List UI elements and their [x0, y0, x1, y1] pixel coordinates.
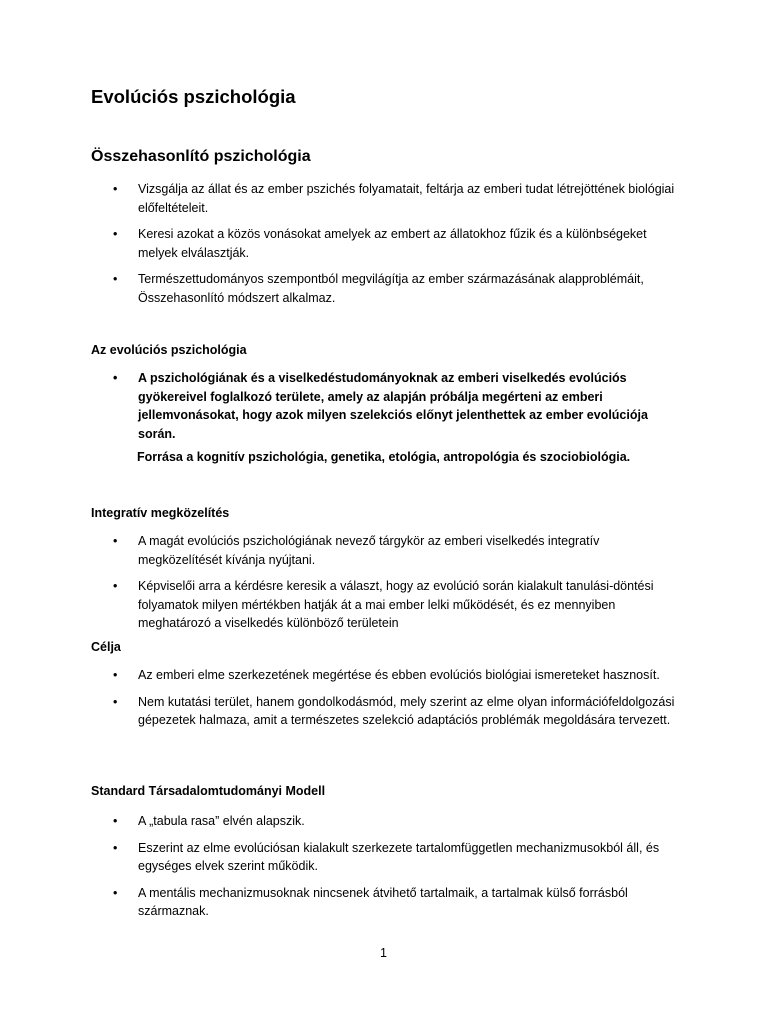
source-note: Forrása a kognitív pszichológia, genetika, etológia, antropológia és szociobiológia.	[137, 450, 631, 464]
list-item-text: Keresi azokat a közös vonásokat amelyek az embert az állatokhoz fűzik és a különbségeket melyek elválasztják.	[138, 227, 647, 260]
list-item-text: A „tabula rasa” elvén alapszik.	[138, 814, 305, 828]
bullet-icon: •	[113, 272, 118, 286]
list-item	[0, 225, 683, 262]
page-number: 1	[380, 946, 387, 960]
bullet-icon: •	[113, 182, 118, 196]
bullet-list-evolucios	[0, 369, 683, 443]
bullet-icon: •	[113, 814, 118, 828]
list-item	[0, 369, 683, 443]
section-heading-evolucios: Az evolúciós pszichológia	[91, 343, 247, 357]
bullet-icon: •	[113, 885, 118, 900]
list-item	[0, 884, 683, 921]
list-item	[0, 532, 683, 569]
bullet-list-celja	[0, 666, 683, 730]
list-item-text: Képviselői arra a kérdésre keresik a választ, hogy az evolúció során kialakult tanulási-döntési folyamatok milyen mértékben hatják át a mai ember lelki működését, és ez mennyiben meghatározó a viselkedés különböző területein	[138, 579, 654, 630]
list-item	[0, 180, 683, 217]
bullet-icon: •	[113, 694, 118, 709]
list-item-text: A magát evolúciós pszichológiának nevező tárgykör az emberi viselkedés integratív megközelítését kívánja nyújtani.	[138, 534, 600, 567]
bullet-icon: •	[113, 668, 118, 682]
list-item-text: Az emberi elme szerkezetének megértése és ebben evolúciós biológiai ismereteket hasznosít.	[138, 668, 660, 682]
bullet-list-standard-modell	[0, 812, 683, 921]
list-item	[0, 270, 683, 307]
list-item	[0, 812, 683, 831]
section-heading-osszehasonlito: Összehasonlító pszichológia	[91, 148, 311, 165]
bullet-list-osszehasonlito	[0, 180, 683, 307]
list-item	[0, 666, 683, 685]
list-item-text: A pszichológiának és a viselkedéstudományoknak az emberi viselkedés evolúciós gyökereivel foglalkozó területe, amely az alapján próbálja megérteni az emberi jellemvonásokat, hogy azok milyen szelekciós előnyt jelenthettek az ember evolúciója során.	[138, 371, 648, 441]
bullet-icon: •	[113, 579, 118, 593]
bullet-icon: •	[113, 227, 118, 241]
bullet-icon: •	[113, 840, 118, 855]
bullet-list-integrativ	[0, 532, 683, 633]
list-item-text: Nem kutatási terület, hanem gondolkodásmód, mely szerint az elme olyan információfeldolgozási gépezetek halmaza, amit a természetes szelekció adaptációs problémák megoldására tervezett.	[138, 694, 675, 727]
document-title: Evolúciós pszichológia	[91, 86, 296, 107]
section-heading-standard-modell: Standard Társadalomtudományi Modell	[91, 784, 326, 798]
list-item	[0, 577, 683, 633]
list-item-text: A mentális mechanizmusoknak nincsenek átvihető tartalmaik, a tartalmak külső forrásból származnak.	[138, 885, 628, 918]
list-item-text: Eszerint az elme evolúciósan kialakult szerkezete tartalomfüggetlen mechanizmusokból áll, és egységes elvek szerint működik.	[138, 840, 660, 873]
list-item	[0, 693, 683, 730]
list-item-text: Természettudományos szempontból megvilágítja az ember származásának alapproblémáit, Összehasonlító módszert alkalmaz.	[138, 272, 644, 305]
bullet-icon: •	[113, 371, 118, 385]
section-heading-integrativ: Integratív megközelítés	[91, 506, 230, 520]
list-item	[0, 839, 683, 876]
bullet-icon: •	[113, 534, 118, 548]
list-item-text: Vizsgálja az állat és az ember pszichés folyamatait, feltárja az emberi tudat létrejöttének biológiai előfeltételeit.	[138, 182, 675, 215]
section-heading-celja: Célja	[91, 640, 121, 654]
